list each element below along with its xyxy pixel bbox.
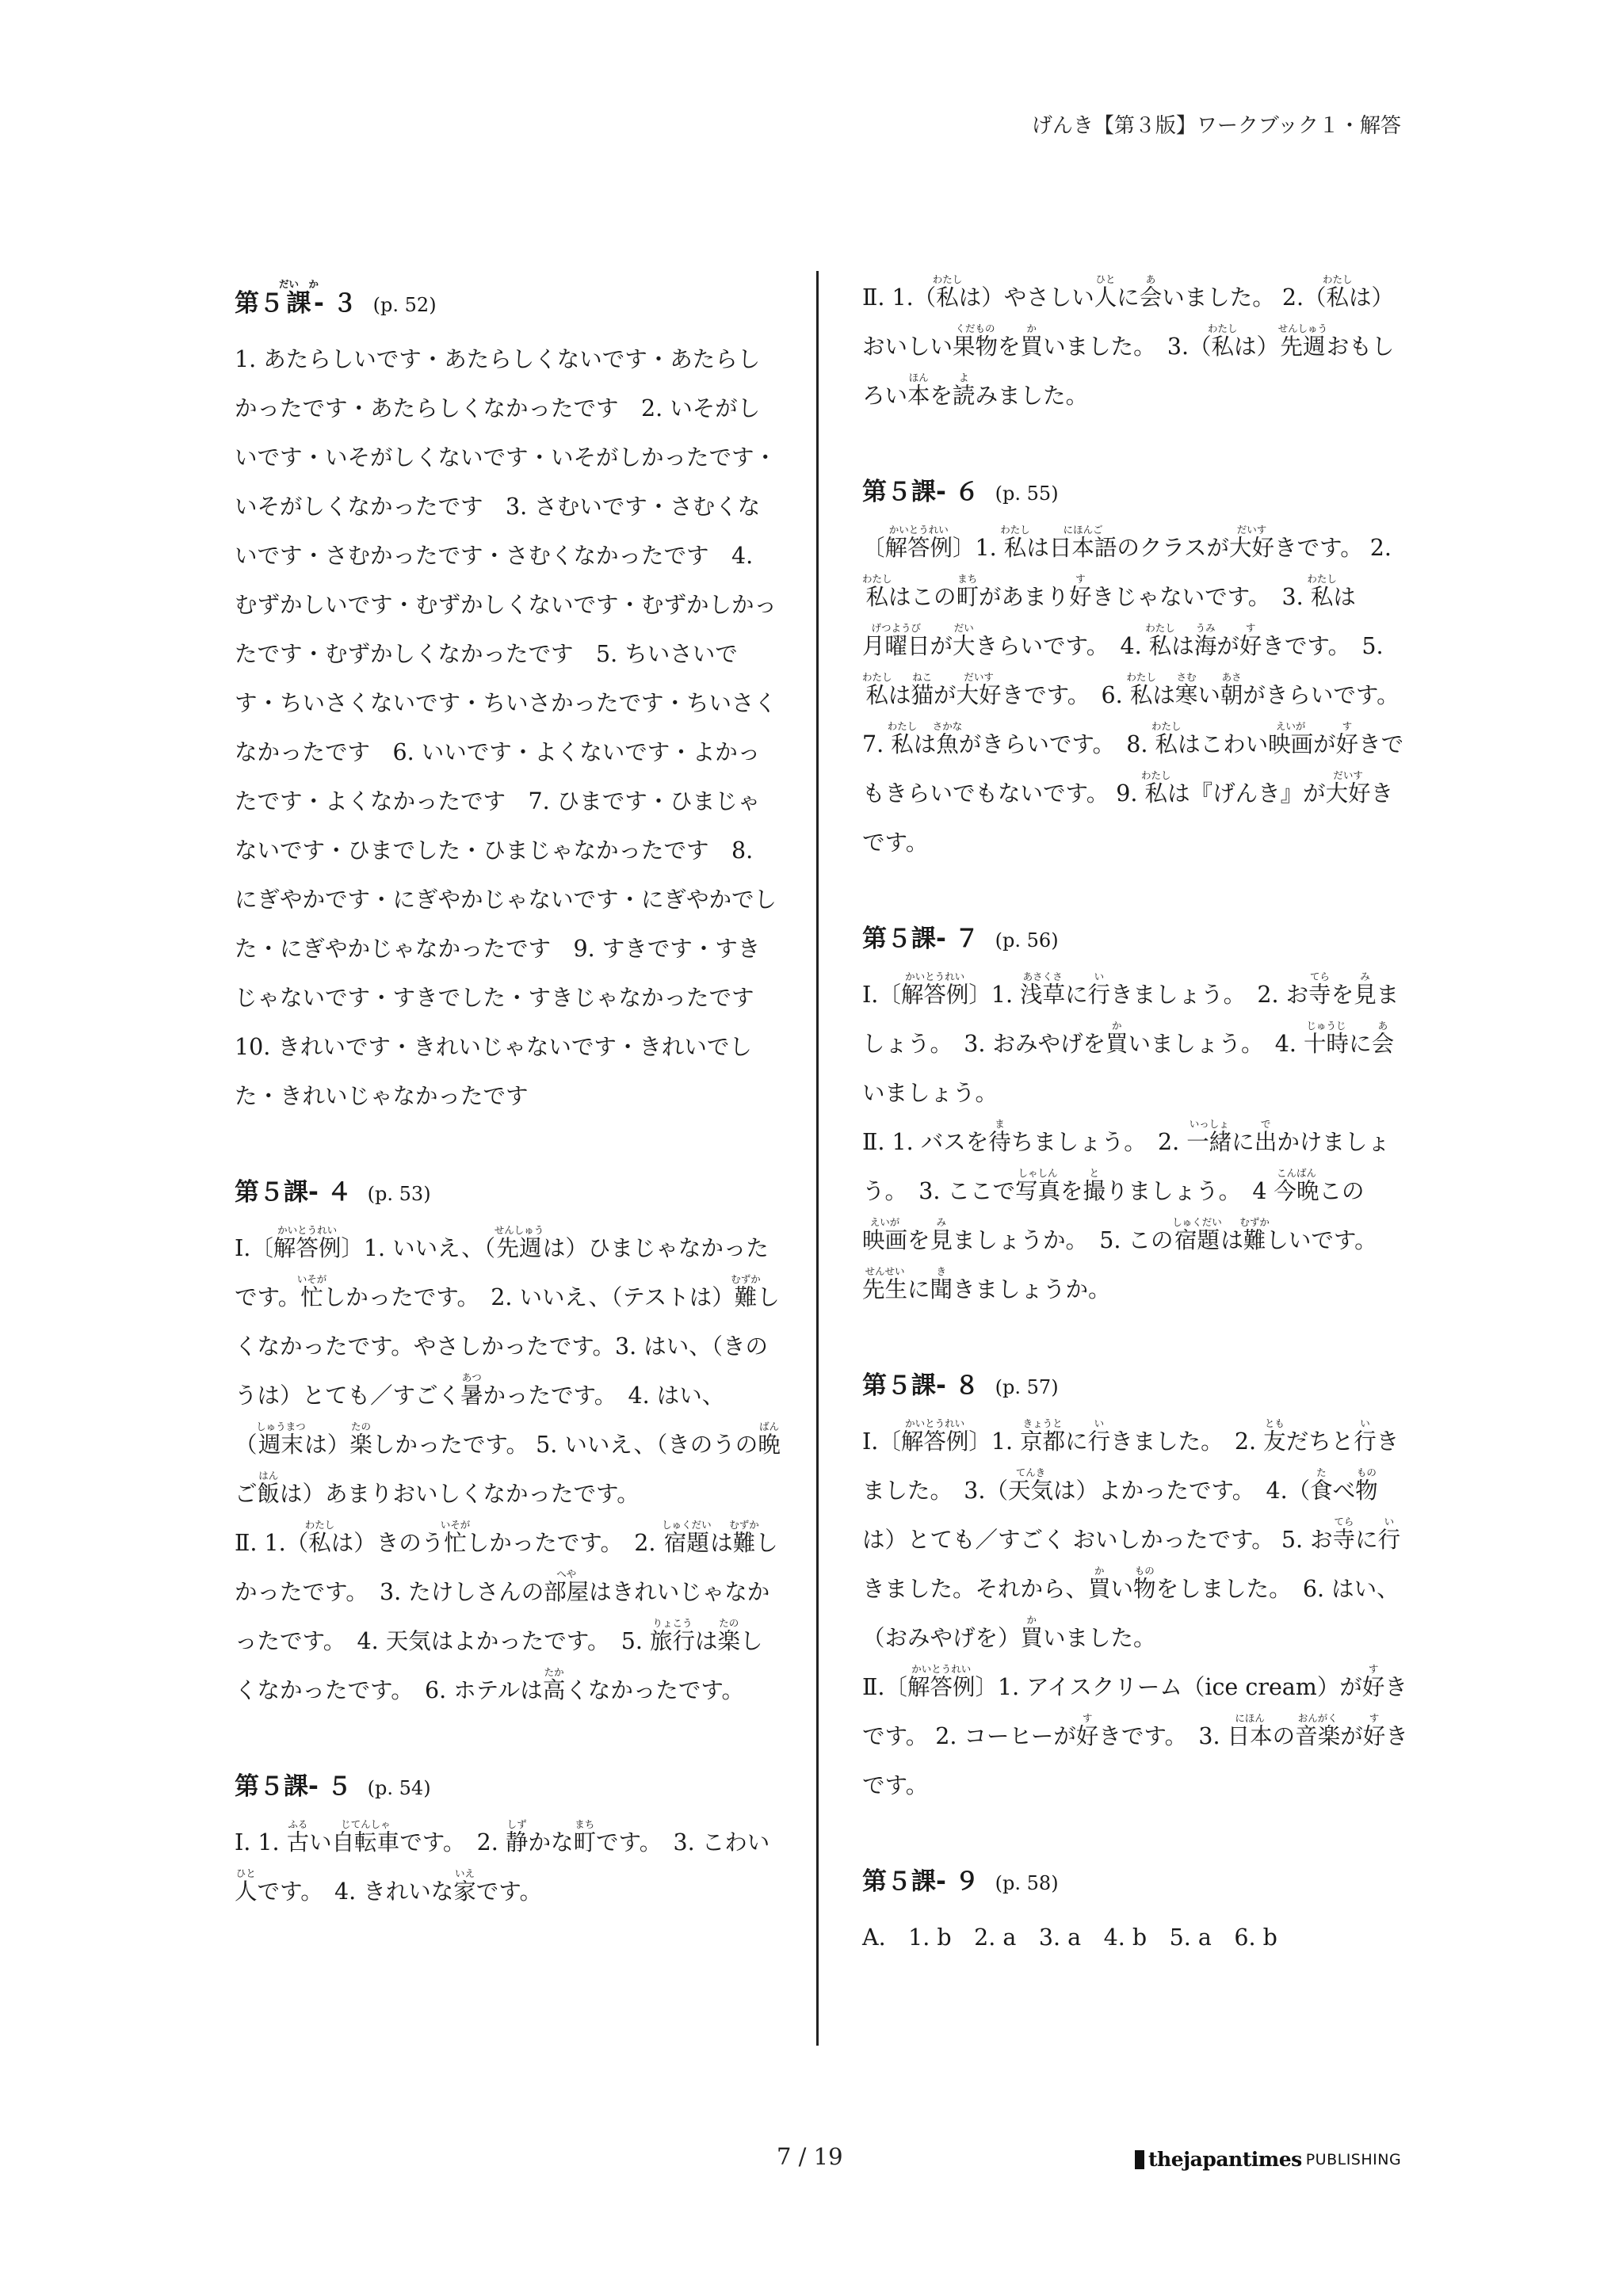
section-page-ref: (p. 55) — [995, 482, 1059, 505]
publisher-subtitle: PUBLISHING — [1305, 2150, 1402, 2168]
section-title — [862, 1356, 1409, 1417]
answer-paragraph: A. 1. b 2. a 3. a 4. b 5. a 6. b — [862, 1924, 1277, 1951]
answer-paragraph: 〔解答例かいとうれい〕1. 私わたしは日本語にほんごのクラスが大好だいすきです。 2. 私わたしはこの町まちがあまり好すきじゃないです。 3. 私わたしは月曜日げつようびが大だいきらいです。 4. 私わたしは海うみが好すきです。 5. 私わたしは猫ねこが大好だいすきです。 6. 私わたしは寒さむい朝あさがきらいです。 7. 私わたしは魚さかながきらいです。 8. 私わたしはこわい映画えいがが好すきでもきらいでもないです。 9. 私わたしは『げんき』が大好だいすきです。 — [862, 524, 1411, 856]
section-title-text: 第５課- ５ — [235, 1772, 352, 1801]
section-title — [235, 1756, 781, 1818]
section-title-text: 第５課- ７ — [862, 925, 980, 953]
section-5-8 — [862, 1356, 1409, 1810]
section-title-text: 第５課- ４ — [235, 1178, 352, 1207]
answer-paragraph: Ⅱ. 1.（私わたしは）きのう忙いそがしかったです。 2. 宿題しゅくだいは難むずかしかったです。 3. たけしさんの部屋へやはきれいじゃなかったです。 4. 天気はよかったです。 5. 旅行りょこうは楽たのしくなかったです。 6. ホテルは高たかくなかったです。 — [235, 1519, 778, 1703]
section-5-5-continued — [862, 273, 1409, 421]
page-number: 7 / 19 — [777, 2143, 843, 2170]
answer-paragraph: Ⅱ. 1. バスを待まちましょう。 2. 一緒いっしょに出でかけましょう。 3. ここで写真しゃしんを撮とりましょう。 4 今晩こんばんこの映画えいがを見みましょうか。 5. この宿題しゅくだいは難むずかしいです。先生せんせいに聞ききましょうか。 — [862, 1118, 1390, 1302]
left-column — [235, 273, 781, 1958]
section-page-ref: (p. 56) — [995, 929, 1059, 952]
section-5-6 — [862, 462, 1409, 868]
answer-paragraph: Ⅱ.〔解答例かいとうれい〕1. アイスクリーム（ice cream）が好すきです。 2. コーヒーが好すきです。 3. 日本にほんの音楽おんがくが好すきです。 — [862, 1663, 1408, 1798]
section-5-4 — [235, 1162, 781, 1715]
section-title-text: 第５課- ８ — [862, 1371, 980, 1400]
right-column — [862, 273, 1409, 2004]
section-5-3 — [235, 273, 781, 1121]
section-title — [862, 462, 1409, 524]
answer-paragraph: 1. あたらしいです・あたらしくないです・あたらしかったです・あたらしくなかったです 2. いそがしいです・いそがしくないです・いそがしかったです・いそがしくなかったです 3. さむいです・さむくないです・さむかったです・さむくなかったです 4. むずかしいです・むずかしくないです・むずかしかったです・むずかしくなかったです 5. ちいさいです・ちいさくないです・ちいさかったです・ちいさくなかったです 6. いいです・よくないです・よかったです・よくなかったです 7. ひまです・ひまじゃないです・ひまでした・ひまじゃなかったです 8. にぎやかです・にぎやかじゃないです・にぎやかでした・にぎやかじゃなかったです 9. すきです・すきじゃないです・すきでした・すきじゃなかったです 10. きれいです・きれいじゃないです・きれいでした・きれいじゃなかったです — [235, 346, 777, 1109]
section-page-ref: (p. 54) — [367, 1777, 431, 1799]
answer-paragraph: Ⅱ. 1.（私わたしは）やさしい人ひとに会あいました。 2.（私わたしは）おいしい果物くだものを買かいました。 3.（私わたしは）先週せんしゅうおもしろい本ほんを読よみました。 — [862, 273, 1395, 409]
section-title-text: 第５課だい か- ３ — [235, 278, 357, 318]
publisher-mark-icon — [1135, 2150, 1144, 2169]
section-title — [862, 909, 1409, 971]
section-page-ref: (p. 57) — [995, 1376, 1059, 1398]
running-header: げんき【第３版】ワークブック１・解答 — [1031, 114, 1401, 138]
section-title — [862, 1852, 1409, 1913]
section-title-text: 第５課- ９ — [862, 1867, 980, 1896]
publisher-name: thejapantimes — [1148, 2148, 1302, 2171]
section-page-ref: (p. 52) — [372, 294, 437, 316]
section-title — [235, 273, 781, 335]
answer-paragraph: Ⅰ.〔解答例かいとうれい〕1. いいえ、（先週せんしゅうは）ひまじゃなかったです。忙いそがしかったです。 2. いいえ、（テストは）難むずかしくなかったです。やさしかったです。3. はい、（きのうは）とても／すごく暑あつかったです。 4. はい、（週末しゅうまつは）楽たのしかったです。 5. いいえ、（きのうの晩ばんご飯はんは）あまりおいしくなかったです。 — [235, 1224, 781, 1507]
section-page-ref: (p. 58) — [995, 1872, 1059, 1894]
answer-paragraph: Ⅰ. 1. 古ふるい自転車じてんしゃです。 2. 静しずかな町まちです。 3. こわい人ひとです。 4. きれいな家いえです。 — [235, 1818, 770, 1905]
section-page-ref: (p. 53) — [367, 1183, 431, 1205]
column-divider — [816, 271, 819, 2046]
section-title-text: 第５課- ６ — [862, 478, 980, 506]
answer-paragraph: Ⅰ.〔解答例かいとうれい〕1. 京都きょうとに行いきました。 2. 友ともだちと行いきました。 3.（天気てんきは）よかったです。 4.（食たべ物ものは）とても／すごく おいしかったです。 5. お寺てらに行いきました。それから、買かい物ものをしました。 6. はい、（おみやげを）買かいました。 — [862, 1417, 1401, 1651]
section-title — [235, 1162, 781, 1224]
section-5-7 — [862, 909, 1409, 1314]
answer-paragraph: Ⅰ.〔解答例かいとうれい〕1. 浅草あさくさに行いきましょう。 2. お寺てらを見みましょう。 3. おみやげを買かいましょう。 4. 十時じゅうじに会あいましょう。 — [862, 971, 1400, 1106]
section-5-9 — [862, 1852, 1409, 1962]
section-5-5 — [235, 1756, 781, 1917]
publisher-logo — [1135, 2148, 1401, 2171]
